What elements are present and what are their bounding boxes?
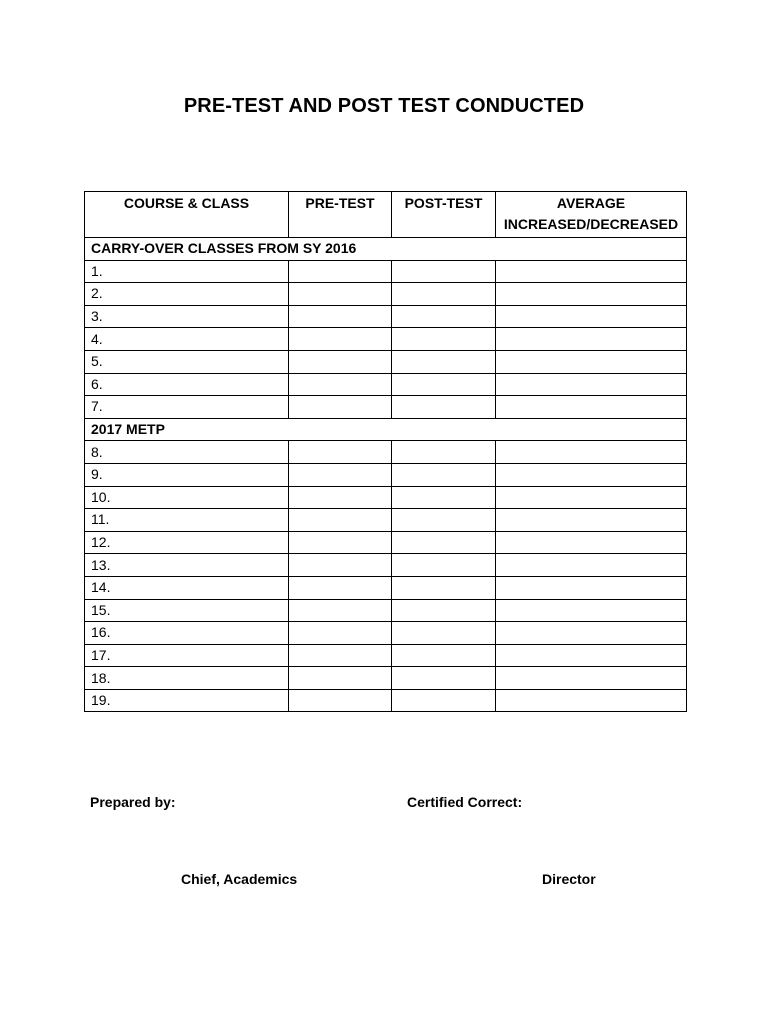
pre-test-cell bbox=[289, 283, 392, 306]
average-cell bbox=[496, 554, 687, 577]
average-cell bbox=[496, 576, 687, 599]
average-cell bbox=[496, 463, 687, 486]
table-row bbox=[85, 554, 687, 577]
table-row bbox=[85, 689, 687, 712]
table-row bbox=[85, 667, 687, 690]
row-number: 17. bbox=[85, 644, 289, 667]
pre-test-cell bbox=[289, 554, 392, 577]
row-number: 16. bbox=[85, 622, 289, 645]
table-row bbox=[85, 441, 687, 464]
post-test-cell bbox=[392, 576, 496, 599]
row-number: 2. bbox=[85, 283, 289, 306]
row-number: 9. bbox=[85, 463, 289, 486]
pre-test-cell bbox=[289, 350, 392, 373]
post-test-cell bbox=[392, 283, 496, 306]
certified-correct-label: Certified Correct: bbox=[407, 794, 523, 810]
prepared-by-label: Prepared by: bbox=[90, 794, 176, 810]
row-number: 19. bbox=[85, 689, 289, 712]
header-course-class: COURSE & CLASS bbox=[85, 192, 289, 238]
table-row bbox=[85, 305, 687, 328]
average-cell bbox=[496, 486, 687, 509]
section-label: 2017 METP bbox=[85, 418, 687, 441]
average-cell bbox=[496, 260, 687, 283]
post-test-cell bbox=[392, 531, 496, 554]
table-row bbox=[85, 328, 687, 351]
document-title: PRE-TEST AND POST TEST CONDUCTED bbox=[183, 95, 585, 117]
table-row bbox=[85, 486, 687, 509]
average-cell bbox=[496, 283, 687, 306]
table-row bbox=[85, 396, 687, 419]
header-average: AVERAGE INCREASED/DECREASED bbox=[496, 192, 687, 238]
average-cell bbox=[496, 305, 687, 328]
pre-test-cell bbox=[289, 667, 392, 690]
header-post-test: POST-TEST bbox=[392, 192, 496, 238]
post-test-cell bbox=[392, 599, 496, 622]
post-test-cell bbox=[392, 689, 496, 712]
pre-test-cell bbox=[289, 531, 392, 554]
row-number: 15. bbox=[85, 599, 289, 622]
post-test-cell bbox=[392, 554, 496, 577]
pre-test-cell bbox=[289, 576, 392, 599]
row-number: 11. bbox=[85, 509, 289, 532]
average-cell bbox=[496, 689, 687, 712]
section-row bbox=[85, 418, 687, 441]
pre-test-cell bbox=[289, 486, 392, 509]
post-test-cell bbox=[392, 622, 496, 645]
pre-test-cell bbox=[289, 622, 392, 645]
pre-test-cell bbox=[289, 396, 392, 419]
average-cell bbox=[496, 644, 687, 667]
pre-test-cell bbox=[289, 328, 392, 351]
table-row bbox=[85, 283, 687, 306]
header-pre-test: PRE-TEST bbox=[289, 192, 392, 238]
post-test-cell bbox=[392, 509, 496, 532]
row-number: 4. bbox=[85, 328, 289, 351]
pre-test-cell bbox=[289, 441, 392, 464]
pre-test-cell bbox=[289, 509, 392, 532]
row-number: 7. bbox=[85, 396, 289, 419]
table-row bbox=[85, 576, 687, 599]
table-row bbox=[85, 373, 687, 396]
row-number: 13. bbox=[85, 554, 289, 577]
post-test-cell bbox=[392, 396, 496, 419]
pre-test-cell bbox=[289, 260, 392, 283]
table-row bbox=[85, 644, 687, 667]
row-number: 10. bbox=[85, 486, 289, 509]
pre-test-cell bbox=[289, 373, 392, 396]
average-cell bbox=[496, 622, 687, 645]
post-test-cell bbox=[392, 328, 496, 351]
average-cell bbox=[496, 599, 687, 622]
section-row bbox=[85, 238, 687, 261]
row-number: 5. bbox=[85, 350, 289, 373]
average-cell bbox=[496, 373, 687, 396]
post-test-cell bbox=[392, 486, 496, 509]
table-row bbox=[85, 531, 687, 554]
post-test-cell bbox=[392, 373, 496, 396]
post-test-cell bbox=[392, 441, 496, 464]
post-test-cell bbox=[392, 644, 496, 667]
results-table bbox=[84, 191, 687, 712]
post-test-cell bbox=[392, 667, 496, 690]
row-number: 12. bbox=[85, 531, 289, 554]
table-row bbox=[85, 599, 687, 622]
average-cell bbox=[496, 441, 687, 464]
pre-test-cell bbox=[289, 599, 392, 622]
table-body bbox=[85, 238, 687, 712]
row-number: 8. bbox=[85, 441, 289, 464]
row-number: 6. bbox=[85, 373, 289, 396]
average-cell bbox=[496, 509, 687, 532]
row-number: 18. bbox=[85, 667, 289, 690]
average-cell bbox=[496, 328, 687, 351]
section-label: CARRY-OVER CLASSES FROM SY 2016 bbox=[85, 238, 687, 261]
pre-test-cell bbox=[289, 644, 392, 667]
table-row bbox=[85, 509, 687, 532]
table-header-row bbox=[85, 192, 687, 238]
chief-academics-label: Chief, Academics bbox=[181, 871, 298, 887]
pre-test-cell bbox=[289, 463, 392, 486]
row-number: 3. bbox=[85, 305, 289, 328]
average-cell bbox=[496, 350, 687, 373]
table-row bbox=[85, 622, 687, 645]
pre-test-cell bbox=[289, 689, 392, 712]
average-cell bbox=[496, 667, 687, 690]
post-test-cell bbox=[392, 305, 496, 328]
director-label: Director bbox=[542, 871, 596, 887]
table-row bbox=[85, 350, 687, 373]
row-number: 1. bbox=[85, 260, 289, 283]
row-number: 14. bbox=[85, 576, 289, 599]
average-cell bbox=[496, 396, 687, 419]
post-test-cell bbox=[392, 350, 496, 373]
table-row bbox=[85, 260, 687, 283]
pre-test-cell bbox=[289, 305, 392, 328]
post-test-cell bbox=[392, 463, 496, 486]
average-cell bbox=[496, 531, 687, 554]
table-row bbox=[85, 463, 687, 486]
post-test-cell bbox=[392, 260, 496, 283]
